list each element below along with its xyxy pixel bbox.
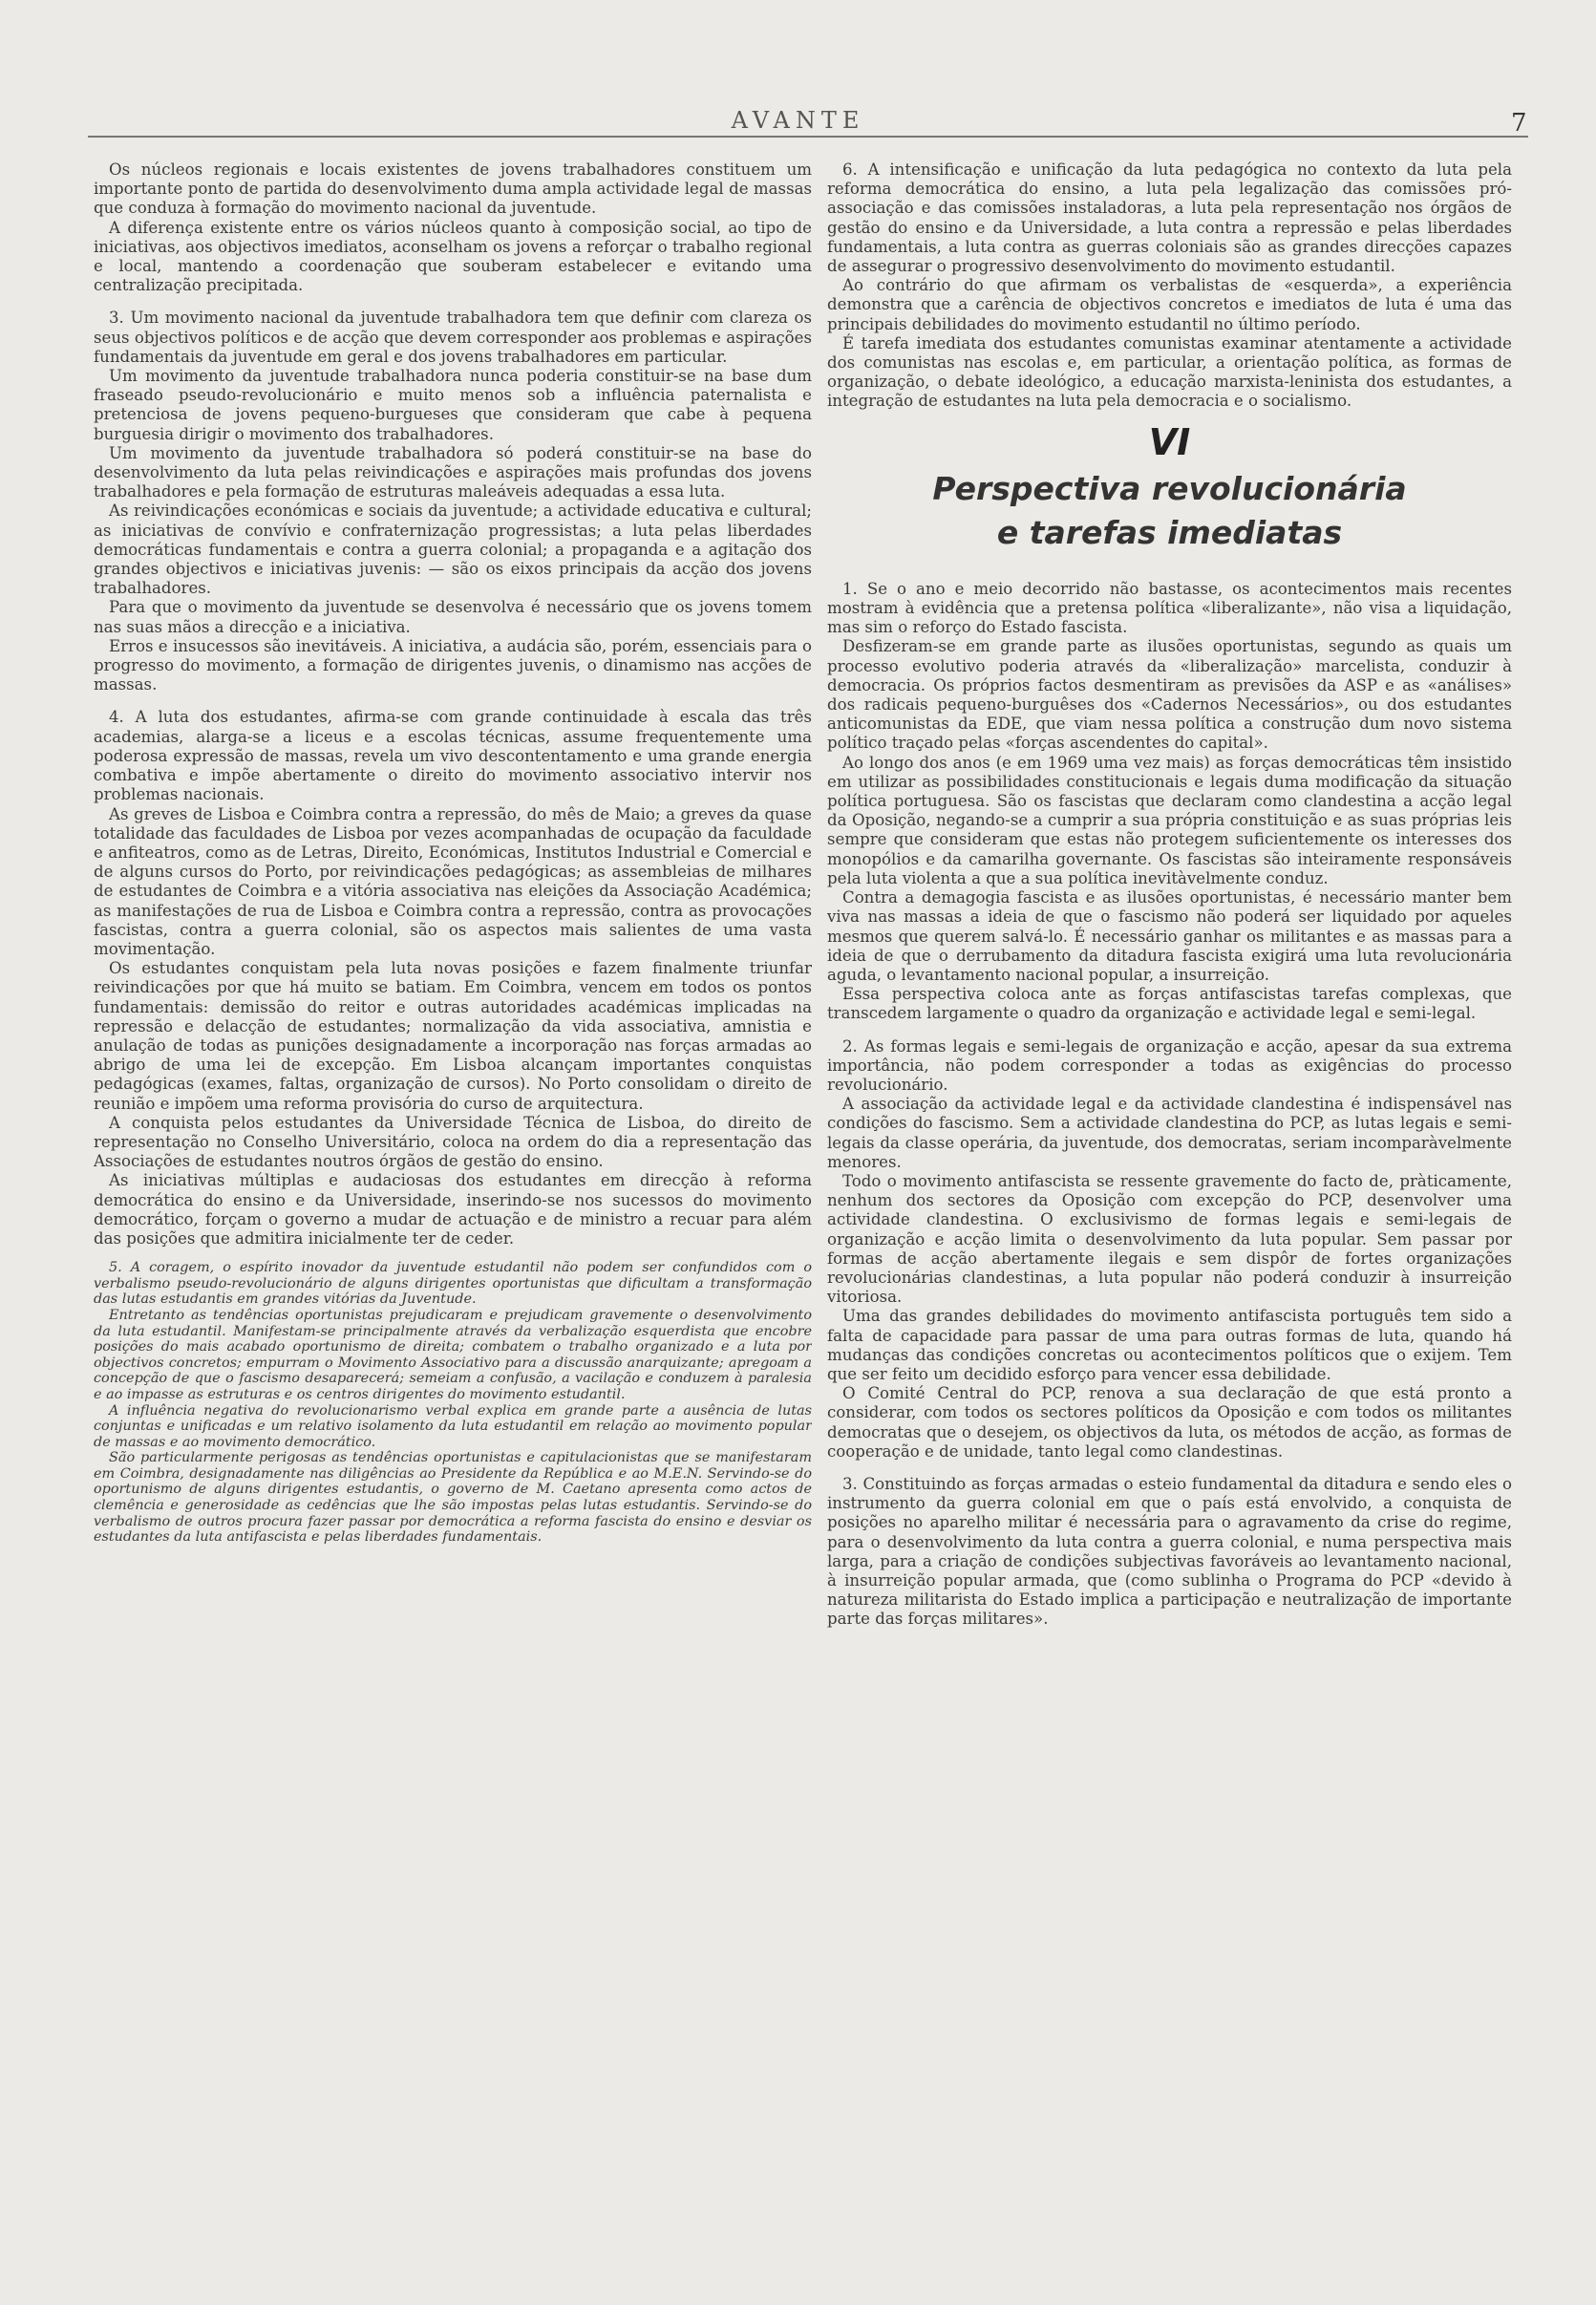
left-column	[94, 160, 812, 2162]
paragraph: A diferença existente entre os vários núcleos quanto à composição social, ao tipo de iniciativas, aos objectivos imediatos, aconselham os jovens a reforçar o trabalho regional e local, mantendo a coordenação que souberam estabelecer e evitando uma centralização precipitada.	[94, 218, 812, 295]
paragraph: 3. Constituindo as forças armadas o esteio fundamental da ditadura e sendo eles o instrumento da guerra colonial em que o país está envolvido, a conquista de posições no aparelho militar é necessária para o agravamento da crise do regime, para o desenvolvimento da luta contra a guerra colonial, e numa perspectiva mais larga, para a criação de condições subjectivas favoráveis ao levantamento nacional, à insurreição popular armada, que (como sublinha o Programa do PCP «devido à natureza militarista do Estado implica a participação e neutralização de importante parte das forças militares».	[827, 1474, 1512, 1629]
paragraph: Os núcleos regionais e locais existentes de jovens trabalhadores constituem um importante ponto de partida do desenvolvimento duma ampla actividade legal de massas que conduza à formação do movimento nacional da juventude.	[94, 160, 812, 218]
paragraph: Os estudantes conquistam pela luta novas posições e fazem finalmente triunfar reivindicações por que há muito se batiam. Em Coimbra, vencem em todos os pontos fundamentais: demissão do reitor e outras autoridades académicas implicadas na repressão e delacção de estudantes; normalização da vida associativa, amnistia e anulação de todas as punições designadamente a incorporação nas forças armadas ao abrigo de uma lei de excepção. Em Lisboa alcançam importantes conquistas pedagógicas (exames, faltas, organização de cursos). No Porto consolidam o direito de reunião e impõem uma reforma provisória do curso de arquitectura.	[94, 959, 812, 1113]
paragraph: A conquista pelos estudantes da Universidade Técnica de Lisboa, do direito de representação no Conselho Universitário, coloca na ordem do dia a representação das Associações de estudantes noutros órgãos de gestão do ensino.	[94, 1113, 812, 1171]
paragraph: As iniciativas múltiplas e audaciosas dos estudantes em direcção à reforma democrática do ensino e da Universidade, inserindo-se nos sucessos do movimento democrático, forçam o governo a mudar de actuação e de ministro a recuar para além das posições que admitira inicialmente ter de ceder.	[94, 1171, 812, 1248]
paragraph: Ao contrário do que afirmam os verbalistas de «esquerda», a experiência demonstra que a carência de objectivos concretos e imediatos de luta é uma das principais debilidades do movimento estudantil no último período.	[827, 276, 1512, 333]
paragraph: A influência negativa do revolucionarismo verbal explica em grande parte a ausência de lutas conjuntas e unificadas e um relativo isolamento da luta estudantil em relação ao movimento popular de massas e ao movimento democrático.	[94, 1402, 812, 1450]
paragraph: 1. Se o ano e meio decorrido não bastasse, os acontecimentos mais recentes mostram à evidência que a pretensa política «liberalizante», não visa a liquidação, mas sim o reforço do Estado fascista.	[827, 579, 1512, 637]
paragraph: Um movimento da juventude trabalhadora nunca poderia constituir-se na base dum fraseado pseudo-revolucionário e muito menos sob a influência paternalista e pretenciosa de jovens pequeno-burgueses que consideram que cabe à pequena burguesia dirigir o movimento dos trabalhadores.	[94, 367, 812, 443]
paragraph: Um movimento da juventude trabalhadora só poderá constituir-se na base do desenvolvimento da luta pelas reivindicações e aspirações mais profundas dos jovens trabalhadores e pela formação de estruturas maleáveis adequadas a essa luta.	[94, 443, 812, 502]
paragraph: A associação da actividade legal e da actividade clandestina é indispensável nas condições do fascismo. Sem a actividade clandestina do PCP, as lutas legais e semi-legais da classe operária, da juventude, dos democratas, seriam incomparàvelmente menores.	[827, 1095, 1512, 1171]
paragraph: Todo o movimento antifascista se ressente gravemente do facto de, pràticamente, nenhum dos sectores da Oposição com excepção do PCP, desenvolver uma actividade clandestina. O exclusivismo de formas legais e semi-legais de organização e acção limita o desenvolvimento da luta popular. Sem passar por formas de acção abertamente ilegais e sem dispôr de fortes organizações revolucionárias clandestinas, a luta popular não poderá conduzir à insurreição vitoriosa.	[827, 1171, 1512, 1307]
paragraph: O Comité Central do PCP, renova a sua declaração de que está pronto a considerar, com todos os sectores políticos da Oposição e com todos os militantes democratas que o desejem, os objectivos da luta, os métodos de acção, as formas de cooperação e de unidade, tanto legal como clandestinas.	[827, 1384, 1512, 1461]
masthead-title: AVANTE	[731, 107, 865, 134]
header-rule	[88, 136, 1528, 138]
paragraph: Desfizeram-se em grande parte as ilusões oportunistas, segundo as quais um processo evolutivo poderia através da «liberalização» marcelista, conduzir à democracia. Os próprios factos desmentiram as previsões da ASP e as «análises» dos radicais pequeno-burguêses dos «Cadernos Necessários», ou dos estudantes anticomunistas da EDE, que viam nessa política a construção dum novo sistema político traçado pelas «forças ascendentes do capital».	[827, 637, 1512, 753]
section-numeral: VI	[1148, 420, 1191, 463]
paragraph: 3. Um movimento nacional da juventude trabalhadora tem que definir com clareza os seus objectivos políticos e de acção que devem corresponder aos problemas e aspirações fundamentais da juventude em geral e dos jovens trabalhadores em particular.	[94, 309, 812, 366]
paragraph: As greves de Lisboa e Coimbra contra a repressão, do mês de Maio; a greves da quase totalidade das faculdades de Lisboa por vezes acompanhadas de ocupação da faculdade e anfiteatros, como as de Letras, Direito, Económicas, Institutos Industrial e Comercial e de alguns cursos do Porto, por reivindicações pedagógicas; as assembleias de milhares de estudantes de Coimbra e a vitória associativa nas eleições da Associação Académica; as manifestações de rua de Lisboa e Coimbra contra a repressão, contra as provocações fascistas, contra a guerra colonial, são os aspectos mais salientes de uma vasta movimentação.	[94, 804, 812, 958]
section-title-line-1: Perspectiva revolucionária	[932, 469, 1407, 507]
paragraph: Erros e insucessos são inevitáveis. A iniciativa, a audácia são, porém, essenciais para o progresso do movimento, a formação de dirigentes juvenis, o dinamismo nas acções de massas.	[94, 636, 812, 694]
paragraph: Ao longo dos anos (e em 1969 uma vez mais) as forças democráticas têm insistido em utilizar as possibilidades constitucionais e legais duma modificação da situação política portuguesa. São os fascistas que declaram como clandestina a acção legal da Oposição, negando-se a cumprir a sua própria constituição e as suas próprias leis sempre que consideram que estas não protegem suficientemente os interesses dos monopólios e da camarilha governante. Os fascistas são inteiramente responsáveis pela luta violenta a que a sua política inevitàvelmente conduz.	[827, 753, 1512, 887]
section-title-line-2: e tarefas imediatas	[996, 513, 1343, 551]
paragraph: 4. A luta dos estudantes, afirma-se com grande continuidade à escala das três academias, alarga-se a liceus e a escolas técnicas, assume frequentemente uma poderosa expressão de massas, revela um vivo descontentamento e uma grande energia combativa e impõe abertamente o direito do movimento associativo intervir nos problemas nacionais.	[94, 708, 812, 804]
paragraph: Entretanto as tendências oportunistas prejudicaram e prejudicam gravemente o desenvolvimento da luta estudantil. Manifestam-se principalmente através da verbalização esquerdista que encobre posições do mais acabado oportunismo de direita; combatem o trabalho organizado e a luta por objectivos concretos; empurram o Movimento Associativo para a discussão anarquizante; apregoam a concepção de que o fascismo desaparecerá; semeiam a confusão, a vacilação e conduzem à paralesia e ao impasse as estruturas e os centros dirigentes do movimento estudantil.	[94, 1307, 812, 1402]
paragraph: As reivindicações económicas e sociais da juventude; a actividade educativa e cultural; as iniciativas de convívio e confraternização progressistas; a luta pelas liberdades democráticas fundamentais e contra a guerra colonial; a propaganda e a agitação dos grandes objectivos e iniciativas juvenis: — são os eixos principais da acção dos jovens trabalhadores.	[94, 502, 812, 598]
paragraph: São particularmente perigosas as tendências oportunistas e capitulacionistas que se manifestaram em Coimbra, designadamente nas diligências ao Presidente da República e ao M.E.N. Servindo-se do oportunismo de alguns dirigentes estudantis, o governo de M. Caetano apresenta como actos de clemência e generosidade as cedências que lhe são impostas pelas lutas estudantis. Servindo-se do verbalismo de outros procura fazer passar por democrática a reforma fascista do ensino e desviar os estudantes da luta antifascista e pelas liberdades fundamentais.	[94, 1450, 812, 1546]
paragraph: 6. A intensificação e unificação da luta pedagógica no contexto da luta pela reforma democrática do ensino, a luta pela legalização das comissões pró-associação e das comissões instaladoras, a luta pela representação nos órgãos de gestão do ensino e da Universidade, a luta contra a repressão e pelas liberdades fundamentais, a luta contra as guerras coloniais são as grandes direcções capazes de assegurar o progressivo desenvolvimento do movimento estudantil.	[827, 160, 1512, 276]
right-column	[827, 160, 1512, 2162]
paragraph: Uma das grandes debilidades do movimento antifascista português tem sido a falta de capacidade para passar de uma para outras formas de luta, quando há mudanças das condições concretas ou acontecimentos políticos que o exijem. Tem que ser feito um decidido esforço para vencer essa debilidade.	[827, 1307, 1512, 1383]
section-heading	[827, 420, 1512, 555]
paragraph: É tarefa imediata dos estudantes comunistas examinar atentamente a actividade dos comunistas nas escolas e, em particular, a orientação política, as formas de organização, o debate ideológico, a educação marxista-leninista dos estudantes, a integração de estudantes na luta pela democracia e o socialismo.	[827, 333, 1512, 411]
paragraph: Essa perspectiva coloca ante as forças antifascistas tarefas complexas, que transcedem largamente o quadro da organização e actividade legal e semi-legal.	[827, 985, 1512, 1023]
paragraph: 2. As formas legais e semi-legais de organização e acção, apesar da sua extrema importância, não podem corresponder a todas as exigências do processo revolucionário.	[827, 1036, 1512, 1094]
paragraph: 5. A coragem, o espírito inovador da juventude estudantil não podem ser confundidos com o verbalismo pseudo-revolucionário de alguns dirigentes oportunistas que dificultam a transformação das lutas estudantis em grandes vitórias da Juventude.	[94, 1260, 812, 1308]
paragraph: Contra a demagogia fascista e as ilusões oportunistas, é necessário manter bem viva nas massas a ideia de que o fascismo não poderá ser liquidado por aqueles mesmos que querem salvá-lo. É necessário ganhar os militantes e as massas para a ideia de que o derrubamento da ditadura fascista exigirá uma luta revolucionária aguda, o levantamento nacional popular, a insurreição.	[827, 888, 1512, 984]
page-number: 7	[1511, 109, 1527, 138]
paragraph: Para que o movimento da juventude se desenvolva é necessário que os jovens tomem nas suas mãos a direcção e a iniciativa.	[94, 598, 812, 636]
